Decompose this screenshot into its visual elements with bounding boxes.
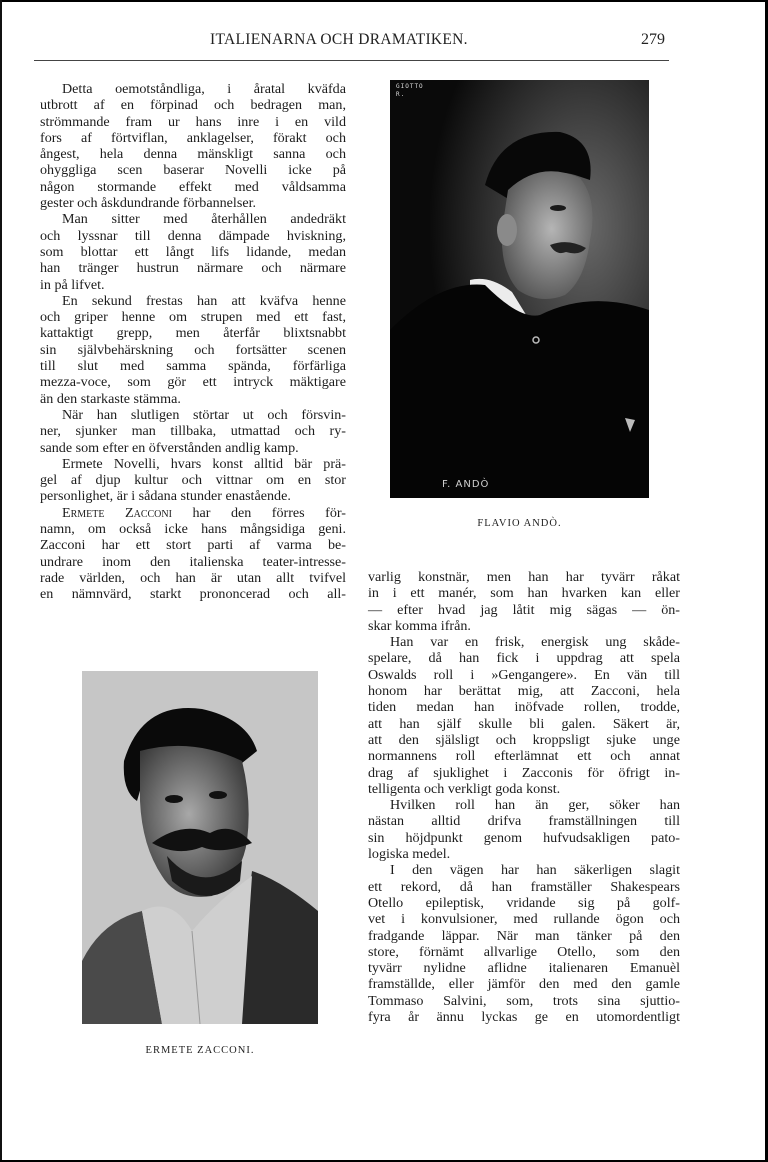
- text-line: fors af förtviflan, anklagelser, förakt och: [40, 129, 346, 146]
- text-line: mezza-voce, som gör ett intryck mäktigare: [40, 374, 346, 391]
- text-line: någon stormande effekt med våldsamma: [40, 178, 346, 195]
- text-line: En sekund frestas han att kväfva henne: [62, 292, 346, 309]
- text-line: varlig konstnär, men han har tyvärr råkat: [368, 569, 680, 585]
- portrait-illustration: [82, 671, 318, 1024]
- text-line: kattaktigt grepp, men återfår blixtsnabbt: [40, 325, 346, 342]
- paragraph: [40, 211, 346, 292]
- portrait-illustration: [390, 80, 649, 498]
- paragraph: [368, 797, 680, 862]
- left-text-column: [40, 81, 346, 603]
- text-line: Otello epileptisk, vridande sig på golf-: [368, 894, 680, 911]
- text-line: Han var en frisk, energisk ung skåde-: [390, 634, 680, 651]
- paragraph: [368, 634, 680, 797]
- text-line: honom har berättat mig, att Zacconi, hela: [368, 683, 680, 700]
- scan-border-left: [0, 0, 2, 1162]
- text-line: till slut med samma spända, förfärliga: [40, 358, 346, 375]
- header-rule: [34, 60, 669, 61]
- text-line: Oswalds roll i »Gengangere». En vän till: [368, 666, 680, 683]
- paragraph: [40, 456, 346, 505]
- text-line: Ermete Novelli, hvars konst alltid bär prä-: [62, 455, 346, 472]
- paragraph: [40, 81, 346, 211]
- paragraph: [368, 862, 680, 1025]
- text-line: en nämnvärd, starkt prononcerad och all-: [40, 586, 346, 603]
- page-number: 279: [641, 31, 665, 48]
- text-line: gel af djup kultur och vittnar om en stor: [40, 472, 346, 489]
- right-text-column: [368, 569, 680, 1025]
- text-line: tyvärr nylidne aflidne italienaren Emanuèl: [368, 960, 680, 977]
- running-title: ITALIENARNA OCH DRAMATIKEN.: [210, 31, 468, 48]
- text-line: I den vägen har han säkerligen slagit: [390, 862, 680, 879]
- text-line: sin självbehärskning och fortsätter scenen: [40, 341, 346, 358]
- text-line: Tommaso Salvini, som, trots sina sjuttio-: [368, 992, 680, 1009]
- text-line: store, förnämt allvarlige Otello, som den: [368, 943, 680, 960]
- text-line: ångest, hela denna mänskligt sanna och: [40, 146, 346, 163]
- text-line: telligenta och verkligt goda konst.: [368, 780, 561, 797]
- text-line: skar komma ifrån.: [368, 617, 471, 634]
- text-line: in på lifvet.: [40, 276, 105, 293]
- smallcaps-name: Ermete Zacconi: [62, 504, 172, 521]
- photo-studio-mark: GIOTTO R.: [396, 83, 424, 98]
- text-line: Zacconi har ett stort parti af varma be-: [40, 537, 346, 554]
- photo-flavio-ando: [390, 80, 649, 498]
- photo-signature: F. ANDÒ: [442, 479, 490, 490]
- text-line: Man sitter med återhållen andedräkt: [62, 211, 346, 228]
- text-line: att den själsligt och kroppsligt sjuke unge: [368, 731, 680, 748]
- paragraph: [40, 505, 346, 603]
- text-line: vet i konvulsioner, med rullande ögon och: [368, 911, 680, 928]
- text-line: framställde, eller jämför den med den gamle: [368, 976, 680, 993]
- paragraph: [40, 293, 346, 407]
- text-line: gester och åskdundrande förbannelser.: [40, 195, 257, 212]
- text-line: fradgande läppar. När man tänker på den: [368, 927, 680, 944]
- text-line: namn, om också icke hans mångsidiga geni.: [40, 521, 346, 538]
- text-line: tiden medan han inöfvade rollen, trodde,: [368, 699, 680, 716]
- text-line: [40, 505, 346, 521]
- text-line: nästan alltid drifva framställningen till: [368, 813, 680, 830]
- text-line: ner, sjunker man tillbaka, utmattad och ry-: [40, 423, 346, 440]
- text-line: undrare inom den italienska teater-intresse-: [40, 553, 346, 570]
- caption-ermete-zacconi: ERMETE ZACCONI.: [145, 1045, 255, 1056]
- text-line: rade världen, och han är utan allt tvifvel: [40, 569, 346, 586]
- text-fragment: har den förres för-: [171, 504, 347, 521]
- text-line: sande som efter en öfverstånden andlig kamp.: [40, 439, 299, 456]
- paragraph: [368, 569, 680, 634]
- text-line: att han själf skulle bli galen. Säkert är,: [368, 715, 680, 732]
- text-line: sin höjdpunkt genom hufvudsakligen pato-: [368, 829, 680, 846]
- text-line: strömmande fram ur hans inre i en vild: [40, 113, 346, 130]
- text-line: spelare, då han fick i uppdrag att spela: [368, 650, 680, 667]
- caption-flavio-ando: FLAVIO ANDÒ.: [477, 518, 562, 529]
- paragraph: [40, 407, 346, 456]
- text-line: och lyssnar till denna dämpade hviskning,: [40, 227, 346, 244]
- text-line: ohyggliga scen baserar Novelli icke på: [40, 162, 346, 179]
- text-line: Detta oemotståndliga, i åratal kväfda: [62, 81, 346, 97]
- text-line: — efter hvad jag låtit mig sägas — ön-: [368, 601, 680, 618]
- photo-ermete-zacconi: [82, 671, 318, 1024]
- text-line: normannens roll efterlämnat ett och annat: [368, 748, 680, 765]
- text-line: som blottar ett långt lifs lidande, medan: [40, 243, 346, 260]
- text-line: personlighet, är i sådana stunder enastående.: [40, 488, 291, 505]
- text-line: och griper henne om strupen med ett fast,: [40, 309, 346, 326]
- text-line: ett rekord, då han framställer Shakespears: [368, 878, 680, 895]
- text-line: Hvilken roll han än ger, söker han: [390, 797, 680, 814]
- text-line: han tränger hustrun närmare och närmare: [40, 260, 346, 277]
- text-line: logiska medel.: [368, 846, 451, 863]
- text-line: än den starkaste stämma.: [40, 390, 181, 407]
- text-line: När han slutligen störtar ut och försvin-: [62, 406, 346, 423]
- text-line: utbrott af en förpinad och bedragen man,: [40, 97, 346, 114]
- running-head: [0, 31, 768, 53]
- text-line: in i ett manér, som han hvarken kan eller: [368, 585, 680, 602]
- text-line: fyra år ännu lyckas ge en utomordentligt: [368, 1009, 680, 1026]
- scan-border-top: [0, 0, 768, 2]
- text-line: drag af sjuklighet i Zacconis för öfrigt in-: [368, 764, 680, 781]
